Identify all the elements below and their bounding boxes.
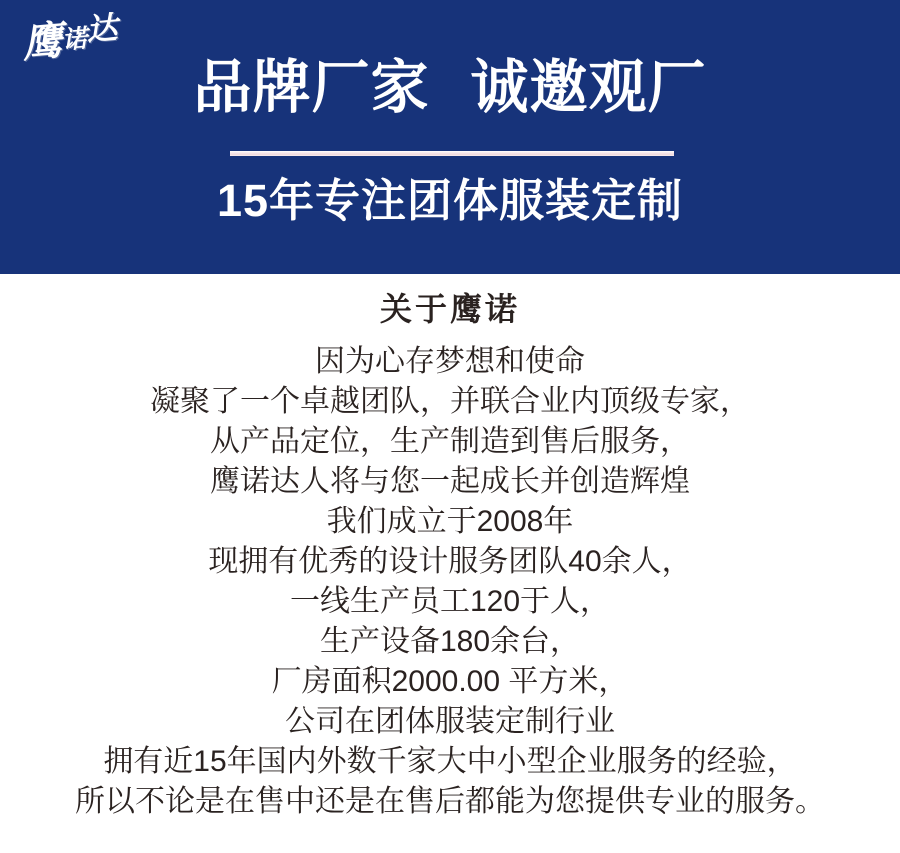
about-line: 公司在团体服装定制行业 [285,705,615,738]
brand-logo-char: 鹰 [20,18,65,67]
about-line: 凝聚了一个卓越团队，并联合业内顶级专家， [150,385,750,418]
about-lines [0,342,900,822]
about-line: 因为心存梦想和使命 [315,345,585,378]
about-line: 鹰诺达人将与您一起成长并创造辉煌 [210,465,690,498]
brand-logo-char: 诺 [60,24,89,55]
banner-subtitle: 15年专注团体服装定制 [216,175,684,226]
about-line: 现拥有优秀的设计服务团队40余人， [208,545,692,578]
about-line: 从产品定位，生产制造到售后服务， [210,425,690,458]
about-line: 我们成立于2008年 [326,505,574,538]
about-line: 生产设备180余台， [319,625,581,658]
about-line: 一线生产员工120于人， [289,585,611,618]
banner-title: 品牌厂家 诚邀观厂 [193,55,707,120]
about-line: 拥有近15年国内外数千家大中小型企业服务的经验， [103,745,797,778]
brand-logo-char: 达 [84,9,119,48]
about-line: 所以不论是在售中还是在售后都能为您提供专业的服务。 [75,785,825,818]
top-banner [0,0,900,274]
banner-divider [230,151,674,156]
about-section [0,274,900,822]
about-line: 厂房面积2000.00 平方米， [271,665,629,698]
brand-logo [20,9,119,67]
about-heading: 关于鹰诺 [379,291,520,327]
